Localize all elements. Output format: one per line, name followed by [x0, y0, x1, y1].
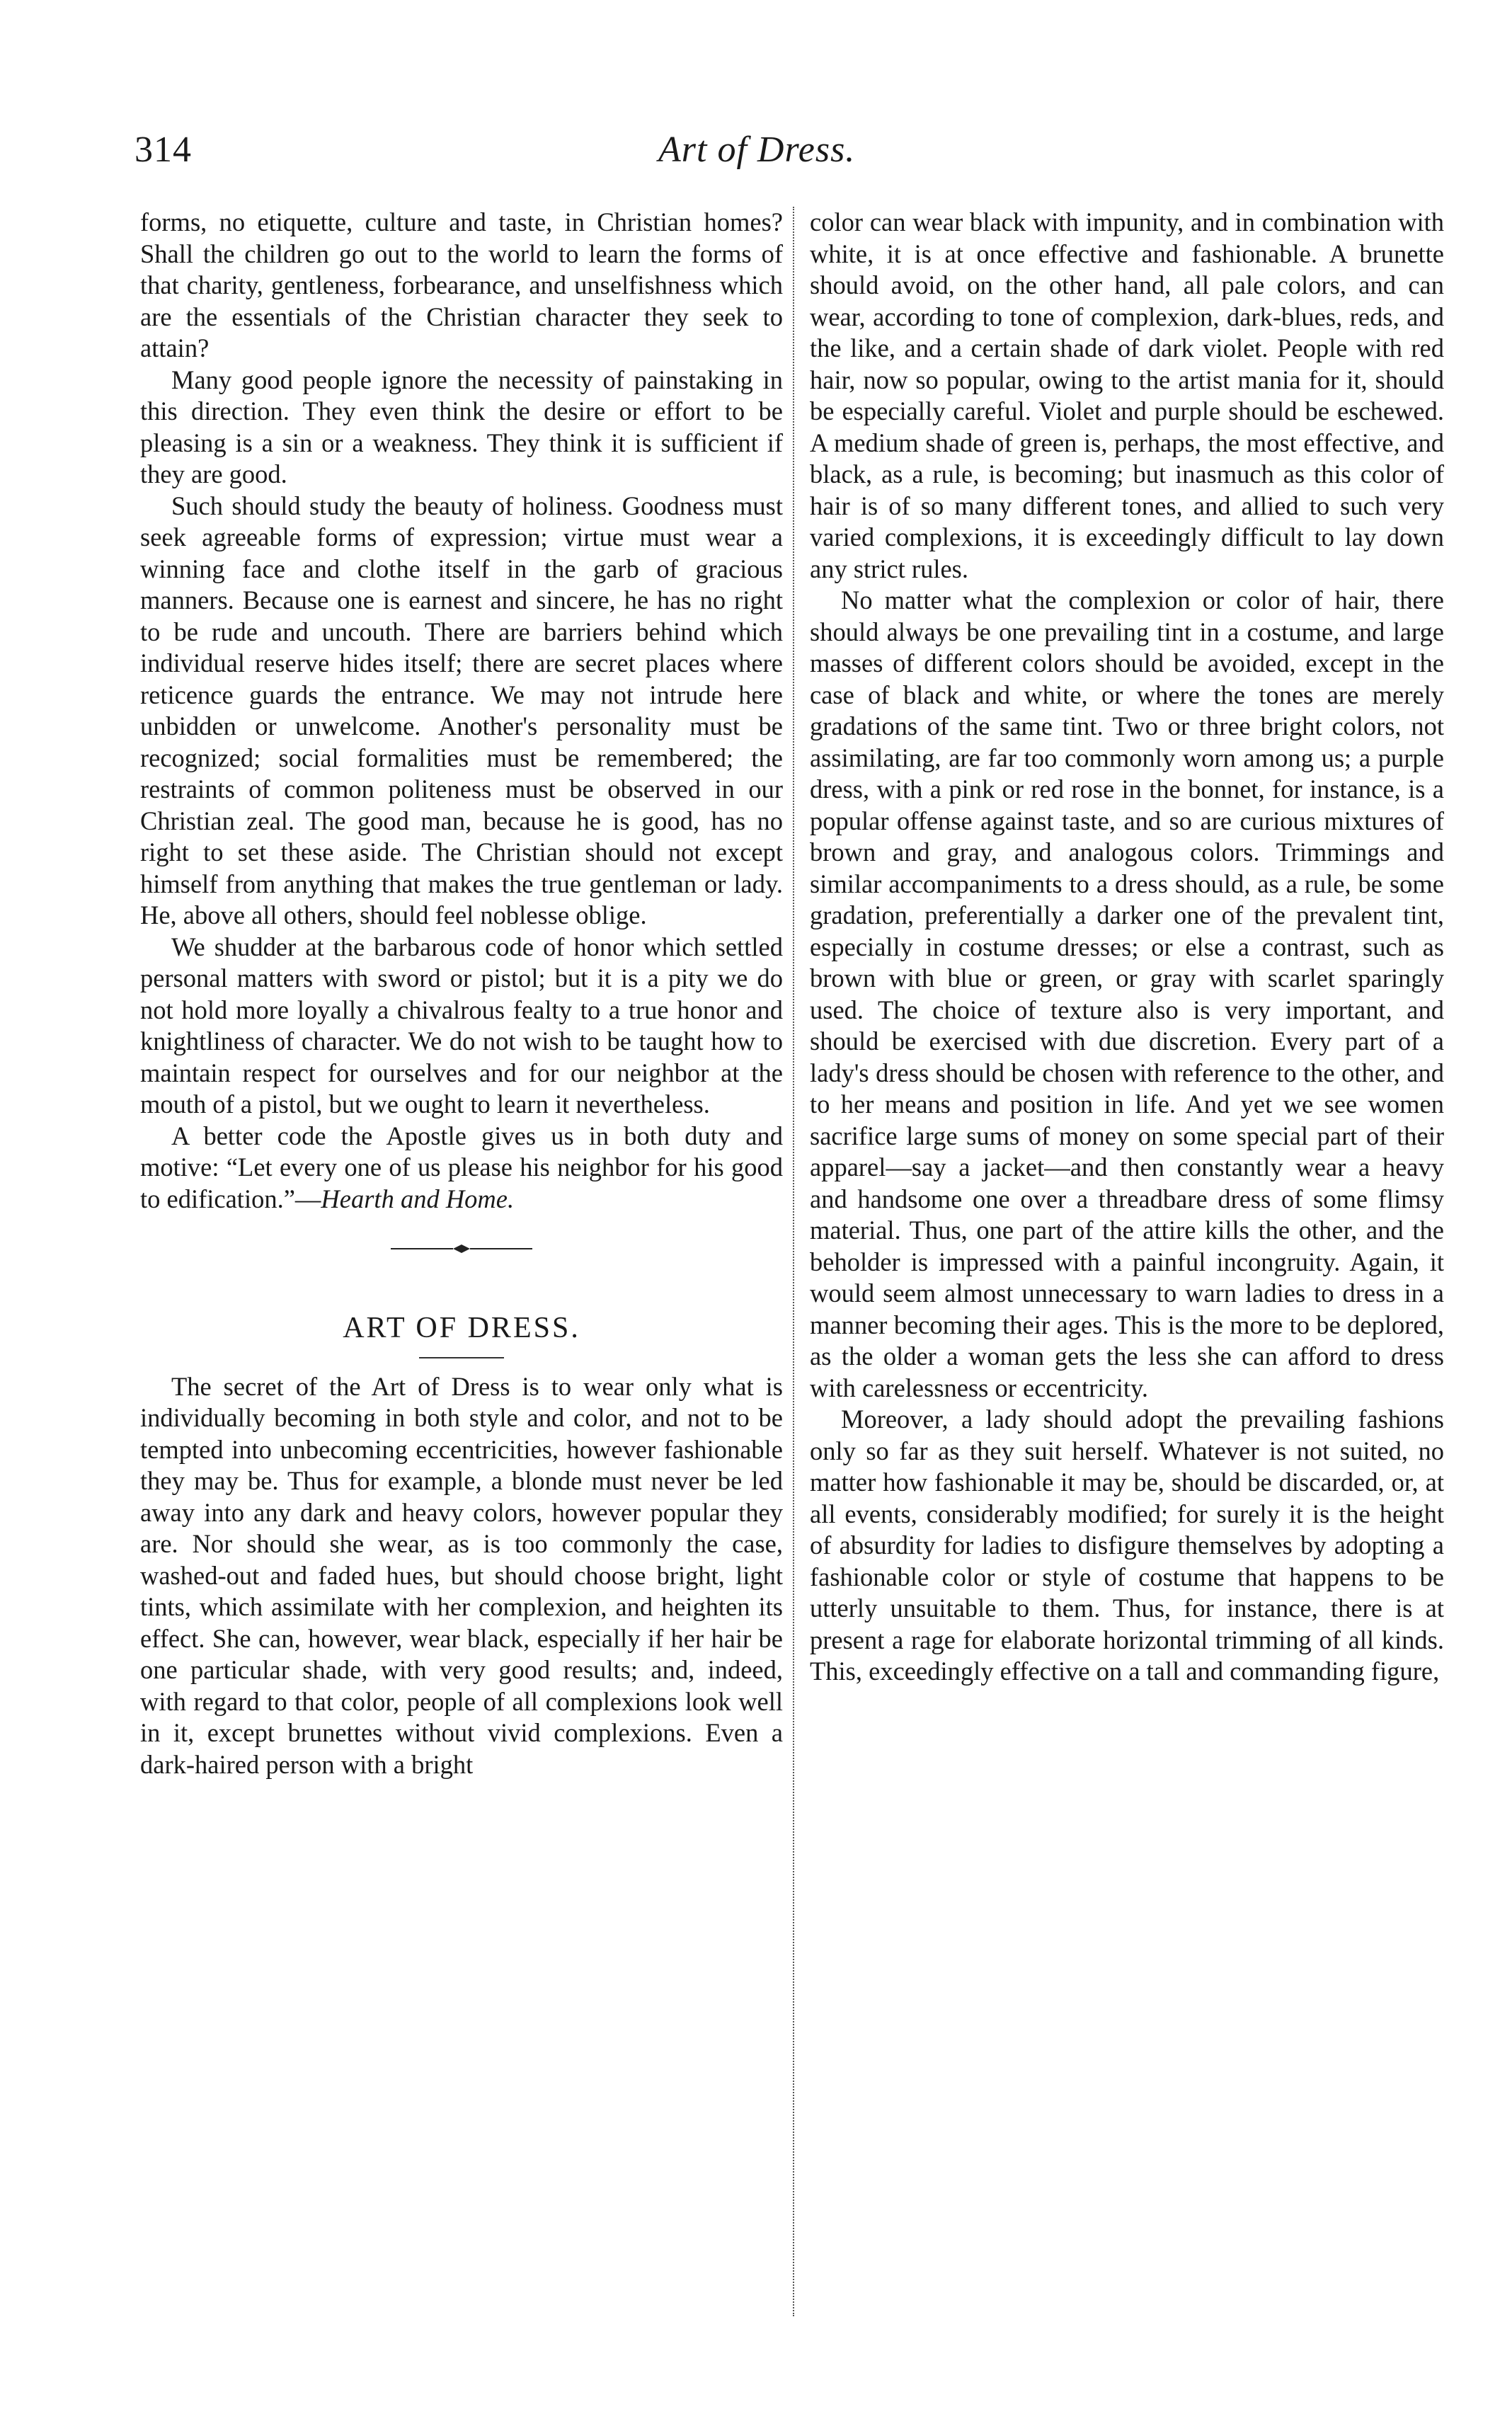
title-rule [419, 1357, 504, 1358]
paragraph: color can wear black with impunity, and in combination with white, it is at once effective and fashionable. A brunette should avoid, on the other hand, all pale colors, and can wear, according to tone of complexion, dark-blues, reds, and the like, and a certain shade of dark violet. People with red hair, now so popular, owing to the artist mania for it, should be especially careful. Violet and purple should be eschewed. A medium shade of green is, perhaps, the most effective, and black, as a rule, is becoming; but inasmuch as this color of hair is of so many different tones, and allied to such very varied complexions, it is exceedingly difficult to lay down any strict rules. [810, 207, 1444, 583]
paragraph: The secret of the Art of Dress is to wear only what is individually becoming in both style and color, and not to be tempted into unbecoming eccentricities, however fashionable they may be. Thus for example, a blonde must never be led away into any dark and heavy colors, however popular they are. Nor should she wear, as is too commonly the case, washed-out and faded hues, but should choose bright, light tints, which assimilate with her complexion, and heighten its effect. She can, however, wear black, especially if her hair be one particular shade, with very good results; and, indeed, with regard to that color, people of all complexions look well in it, except brunettes without vivid complexions. Even a dark-haired person with a bright [140, 1371, 783, 1779]
quote-text: A better code the Apostle gives us in both duty and motive: “Let every one of us please his neighbor for his good to edification.”— [140, 1121, 783, 1213]
running-head: Art of Dress. [658, 130, 856, 170]
ornament-icon [391, 1243, 532, 1254]
column-rule [793, 207, 794, 2316]
paragraph: No matter what the complexion or color of hair, there should always be one prevailing tint in a costume, and large masses of different colors should be avoided, except in the case of black and white, or where the tones are merely gradations of the same tint. Two or three bright colors, not assimilating, are far too commonly worn among us; a purple dress, with a pink or red rose in the bonnet, for instance, is a popular offense against taste, and so are curious mixtures of brown and gray, and analogous colors. Trimmings and similar accompaniments to a dress should, as a rule, be some gradation, preferentially a darker one of the prevalent tint, especially in costume dresses; or else a contrast, such as brown with blue or green, or gray with scarlet sparingly used. The choice of texture also is very important, and should be exercised with due discretion. Every part of a lady's dress should be chosen with reference to the other, and to her means and position in life. And yet we see women sacrifice large sums of money on some special part of their apparel—say a jacket—and then constantly wear a heavy and handsome one over a threadbare dress of some flimsy material. Thus, one part of the attire kills the other, and the beholder is impressed with a painful incongruity. Again, it would seem almost unnecessary to warn ladies to dress in a manner becoming their ages. This is the more to be deplored, as the older a woman gets the less she can afford to dress with carelessness or eccentricity. [810, 585, 1444, 1402]
paragraph: forms, no etiquette, culture and taste, in Christian homes? Shall the children go out to the world to learn the forms of that charity, gentleness, forbearance, and unselfishness which are the essentials of the Christian character they seek to attain? [140, 207, 783, 362]
paragraph: We shudder at the barbarous code of honor which settled personal matters with sword or pistol; but it is a pity we do not hold more loyally a chivalrous fealty to a true honor and knightliness of character. We do not wish to be taught how to maintain respect for ourselves and for our neighbor at the mouth of a pistol, but we ought to learn it nevertheless. [140, 932, 783, 1118]
paragraph: Such should study the beauty of holiness. Goodness must seek agreeable forms of expression; virtue must wear a winning face and clothe itself in the garb of gracious manners. Because one is earnest and sincere, he has no right to be rude and uncouth. There are barriers behind which individual reserve hides itself; there are secret places where reticence guards the entrance. We may not intrude here unbidden or unwelcome. Another's personality must be recognized; social formalities must be remembered; the restraints of common politeness must be observed in our Christian zeal. The good man, because he is good, has no right to set these aside. The Christian should not except himself from anything that makes the true gentleman or lady. He, above all others, should feel noblesse oblige. [140, 491, 783, 929]
paragraph: Many good people ignore the necessity of painstaking in this direction. They even think the desire or effort to be pleasing is a sin or a weakness. They think it is sufficient if they are good. [140, 365, 783, 488]
paragraph [140, 1121, 783, 1215]
source-attribution: Hearth and Home. [321, 1184, 515, 1213]
page-number: 314 [134, 130, 192, 170]
ornamental-divider [140, 1228, 783, 1270]
right-column [810, 207, 1444, 1688]
paragraph: Moreover, a lady should adopt the prevailing fashions only so far as they suit herself. Whatever is not suited, no matter how fashionable it may be, should be discarded, or, at all events, considerably modified; for surely it is the height of absurdity for ladies to disfigure themselves by adopting a fashionable color or style of costume that happens to be utterly unsuitable to them. Thus, for instance, there is at present a rage for elaborate horizontal trimming of all kinds. This, exceedingly effective on a tall and commanding figure, [810, 1404, 1444, 1686]
left-column [140, 207, 783, 1780]
section-title: ART OF DRESS. [343, 1312, 580, 1344]
